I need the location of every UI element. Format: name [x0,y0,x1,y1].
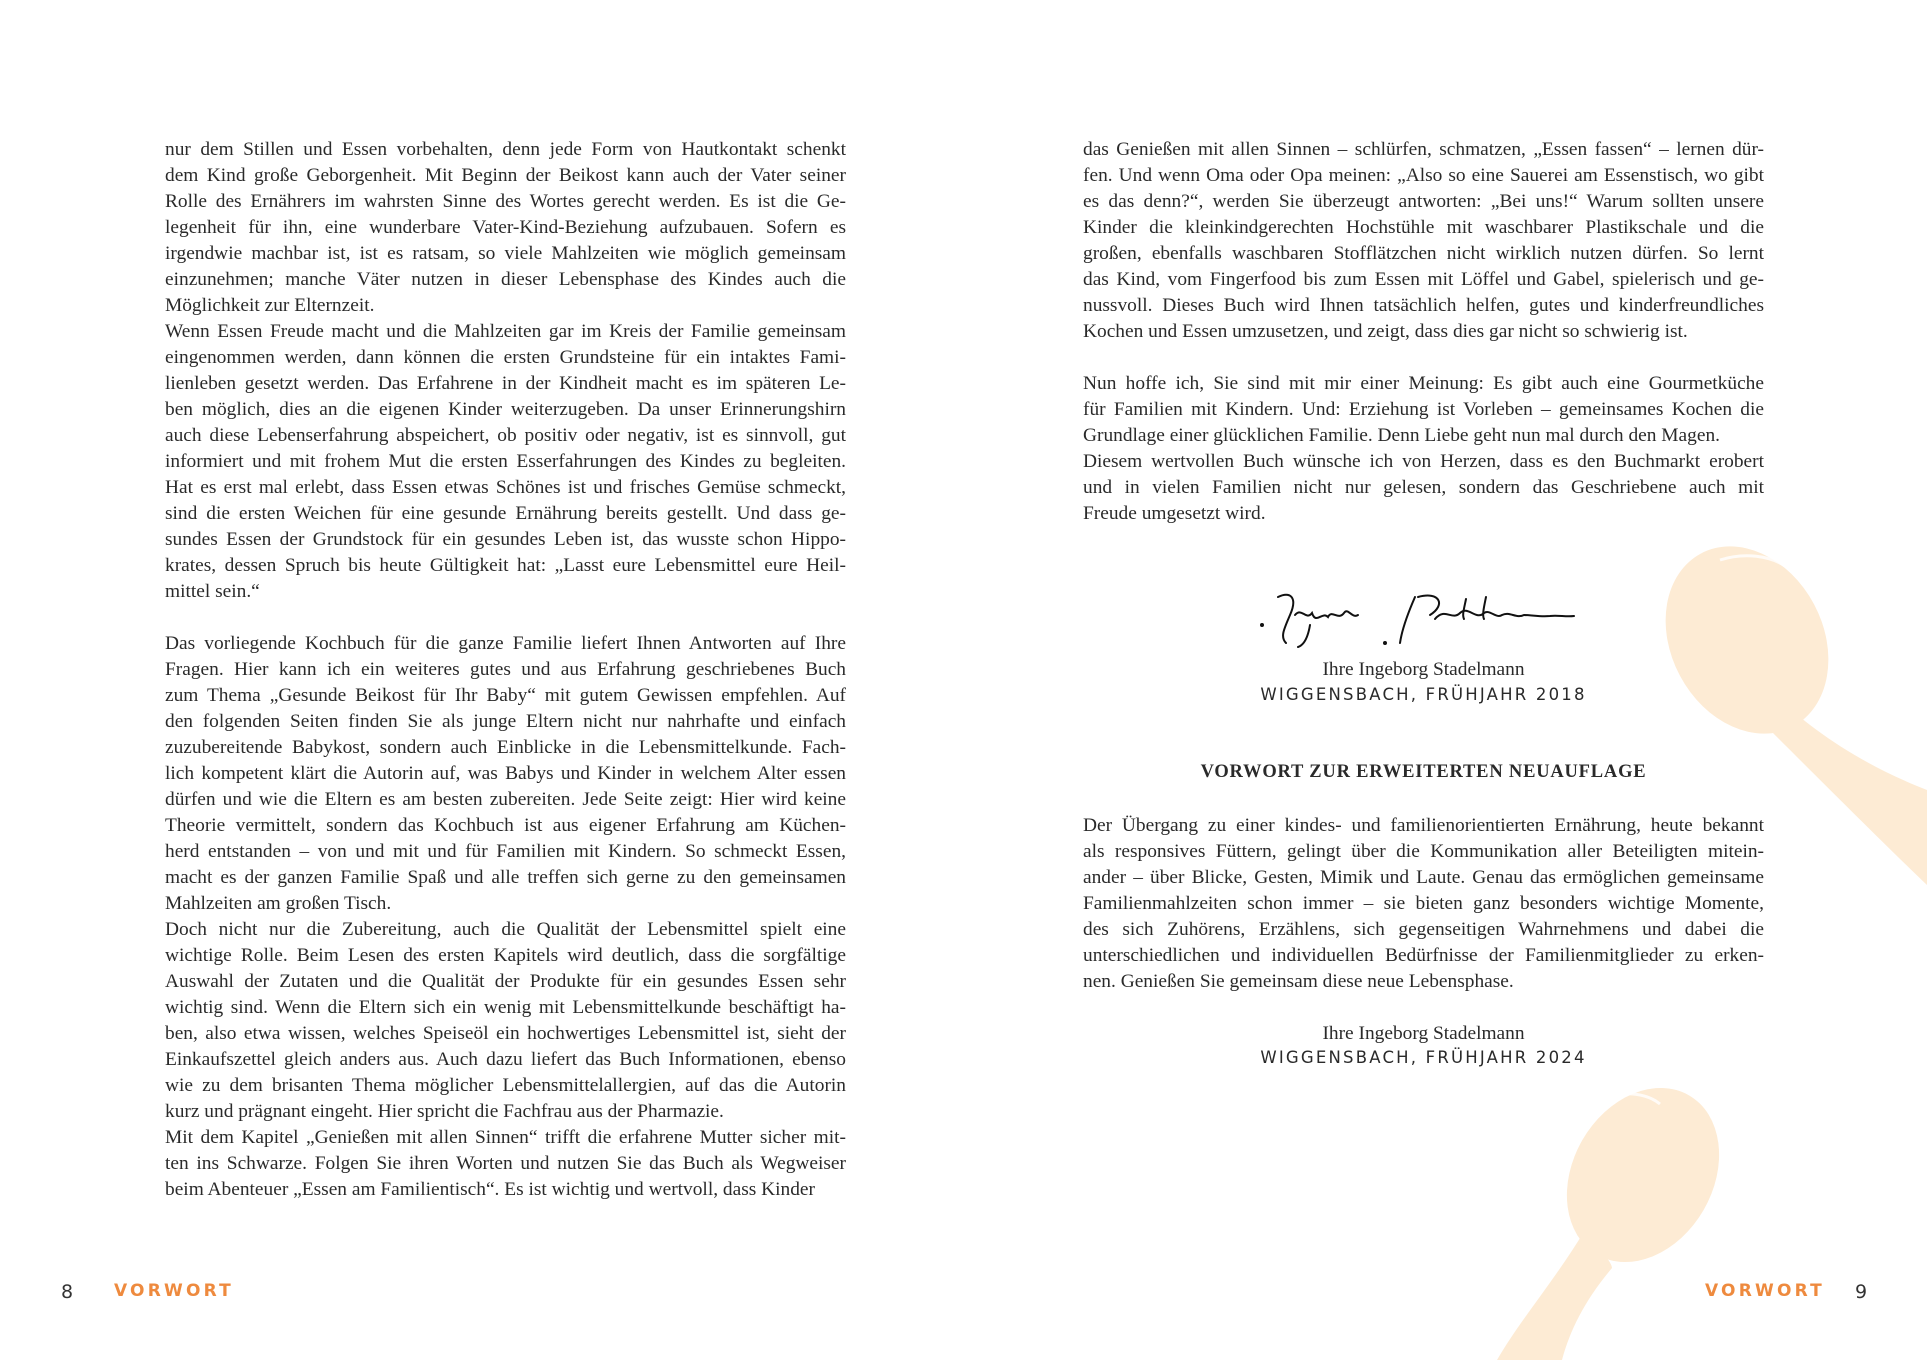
page-number-left: 8 [61,1281,74,1303]
text-line: Einkaufszettel gleich anders aus. Auch dazu liefert das Buch Informationen, ebenso [165,1049,846,1070]
text-line: sind die ersten Weichen für eine gesunde Ernährung bereits gestellt. Und dass ge- [165,503,846,524]
text-line: Mit dem Kapitel „Genießen mit allen Sinnen“ trifft die erfahrene Mutter sicher mit- [165,1127,846,1148]
paragraph [1083,137,1764,345]
text-line: für Familien mit Kindern. Und: Erziehung ist Vorleben – gemeinsames Kochen die [1083,399,1764,420]
closing-name: Ihre Ingeborg Stadelmann [1322,659,1525,680]
text-line: macht es der ganzen Familie Spaß und alle treffen sich gerne zu den gemeinsamen [165,867,846,888]
text-line: Kinder die kleinkindgerechten Hochstühle mit waschbarer Plastikschale und die [1083,217,1764,238]
text-line: ben, also etwa wissen, welches Speiseöl ein hochwertiges Lebensmittel ist, sieht der [165,1023,846,1044]
paragraph [165,137,846,319]
text-line: informiert und mit frohem Mut die ersten Esserfahrungen des Kindes zu begleiten. [165,451,846,472]
text-line: legenheit für ihn, eine wunderbare Vater-Kind-Beziehung aufzubauen. Sofern es [165,217,846,238]
text-line: Das vorliegende Kochbuch für die ganze Familie liefert Ihnen Antworten auf Ihre [165,633,846,654]
text-line: mittel sein.“ [165,581,260,602]
text-line: wichtig sind. Wenn die Eltern sich ein wenig mit Lebensmittelkunde beschäftigt ha- [165,997,846,1018]
text-line: herd entstanden – von und mit und für Familien mit Kindern. So schmeckt Essen, [165,841,846,862]
paragraph [165,631,846,917]
text-line: den folgenden Seiten finden Sie als junge Eltern nicht nur nahrhafte und einfach [165,711,846,732]
text-line: zuzubereitende Babykost, sondern auch Einblicke in die Lebensmittelkunde. Fach- [165,737,846,758]
text-line: Nun hoffe ich, Sie sind mit mir einer Meinung: Es gibt auch eine Gourmetküche [1083,373,1764,394]
paragraph [165,917,846,1125]
text-line: Doch nicht nur die Zubereitung, auch die Qualität der Lebensmittel spielt eine [165,919,846,940]
text-line: krates, dessen Spruch bis heute Gültigkeit hat: „Lasst eure Lebensmittel eure Heil- [165,555,846,576]
text-line: ander – über Blicke, Gesten, Mimik und Laute. Genau das ermöglichen gemeinsame [1083,867,1764,888]
page-number-right: 9 [1855,1281,1868,1303]
paragraph-spacer [165,605,846,631]
text-line: Rolle des Ernährers im wahrsten Sinne des Wortes gerecht werden. Es ist die Ge- [165,191,846,212]
spoon-icon [1497,1060,1750,1360]
text-line: Möglichkeit zur Elternzeit. [165,295,375,316]
text-line: des sich Zuhörens, Erzählens, sich gegenseitigen Wahrnehmens und dabei die [1083,919,1764,940]
signature-image [1240,585,1610,655]
running-head-left: VORWORT [114,1281,234,1301]
text-line: unterschiedlichen und individuellen Bedürfnisse der Familienmitglieder zu erken- [1083,945,1764,966]
text-line: nen. Genießen Sie gemeinsam diese neue Lebensphase. [1083,971,1514,992]
text-line: dürfen und wie die Eltern es am besten zubereiten. Jede Seite zeigt: Hier wird keine [165,789,846,810]
text-line: zum Thema „Gesunde Beikost für Ihr Baby“ mit gutem Gewissen empfehlen. Auf [165,685,846,706]
text-line: Familienmahlzeiten schon immer – sie bieten ganz besonders wichtige Momente, [1083,893,1764,914]
paragraph [165,319,846,605]
text-line: fen. Und wenn Oma oder Opa meinen: „Also so eine Sauerei am Essenstisch, wo gibt [1083,165,1764,186]
text-line: auch diese Lebenserfahrung abspeichert, ob positiv oder negativ, ist es sinnvoll, gut [165,425,846,446]
text-line: ten ins Schwarze. Folgen Sie ihren Worten und nutzen Sie das Buch als Wegweiser [165,1153,846,1174]
text-line: Auswahl der Zutaten und die Qualität der Produkte für ein gesundes Essen sehr [165,971,846,992]
text-line: Der Übergang zu einer kindes- und familienorientierten Ernährung, heute bekannt [1083,815,1764,836]
text-line: Grundlage einer glücklichen Familie. Denn Liebe geht nun mal durch den Magen. [1083,425,1720,446]
text-line: beim Abenteuer „Essen am Familientisch“. Es ist wichtig und wertvoll, dass Kinder [165,1179,815,1200]
text-line: einzunehmen; manche Väter nutzen in dieser Lebensphase des Kindes auch die [165,269,846,290]
text-line: nussvoll. Dieses Buch wird Ihnen tatsächlich helfen, gutes und kinderfreundliches [1083,295,1764,316]
paragraph [1083,371,1764,449]
right-page-text [1083,137,1764,527]
text-line: sundes Essen der Grundstock für ein gesundes Leben ist, das wusste schon Hippo- [165,529,846,550]
text-line: nur dem Stillen und Essen vorbehalten, denn jede Form von Hautkontakt schenkt [165,139,846,160]
paragraph-spacer [1083,345,1764,371]
text-line: Mahlzeiten am großen Tisch. [165,893,392,914]
text-line: eingenommen werden, dann können die ersten Grundsteine für ein intaktes Fami- [165,347,846,368]
running-head-right: VORWORT [1705,1281,1825,1301]
text-line: kurz und prägnant eingeht. Hier spricht die Fachfrau aus der Pharmazie. [165,1101,724,1122]
text-line: wichtige Rolle. Beim Lesen des ersten Kapitels wird deutlich, dass die sorgfältige [165,945,846,966]
text-line: großen, ebenfalls waschbaren Stofflätzchen nicht wirklich nutzen dürfen. So lernt [1083,243,1764,264]
paragraph [165,1125,846,1203]
text-line: als responsives Füttern, gelingt über die Kommunikation aller Beteiligten mitein- [1083,841,1764,862]
text-line: und in vielen Familien nicht nur gelesen, sondern das Geschriebene auch mit [1083,477,1764,498]
text-line: lienleben gesetzt werden. Das Erfahrene in der Kindheit macht es im späteren Le- [165,373,846,394]
text-line: Diesem wertvollen Buch wünsche ich von Herzen, dass es den Buchmarkt erobert [1083,451,1764,472]
text-line: es das denn?“, werden Sie überzeugt antworten: „Bei uns!“ Warum sollten unsere [1083,191,1764,212]
text-line: irgendwie machbar ist, ist es ratsam, so viele Mahlzeiten wie möglich gemeinsam [165,243,846,264]
section-paragraph [1083,813,1764,995]
text-line: Wenn Essen Freude macht und die Mahlzeiten gar im Kreis der Familie gemeinsam [165,321,846,342]
text-line: Hat es erst mal erlebt, dass Essen etwas Schönes ist und frisches Gemüse schmeckt, [165,477,846,498]
section-heading: VORWORT ZUR ERWEITERTEN NEUAUFLAGE [1200,762,1647,782]
text-line: wie zu dem brisanten Thema möglicher Lebensmittelallergien, auf das die Autorin [165,1075,846,1096]
closing-place-date: WIGGENSBACH, FRÜHJAHR 2018 [1260,685,1587,704]
text-line: Fragen. Hier kann ich ein weiteres gutes und aus Erfahrung geschriebenes Buch [165,659,846,680]
text-line: ben möglich, dies an die eigenen Kinder weiterzugeben. Da unser Erinnerungshirn [165,399,846,420]
closing-place-date: WIGGENSBACH, FRÜHJAHR 2024 [1260,1048,1587,1067]
text-line: Freude umgesetzt wird. [1083,503,1266,524]
text-line: Kochen und Essen umzusetzen, und zeigt, dass dies gar nicht so schwierig ist. [1083,321,1688,342]
paragraph [1083,449,1764,527]
text-line: das Genießen mit allen Sinnen – schlürfen, schmatzen, „Essen fassen“ – lernen dür- [1083,139,1764,160]
text-line: dem Kind große Geborgenheit. Mit Beginn der Beikost kann auch der Vater seiner [165,165,846,186]
closing-name: Ihre Ingeborg Stadelmann [1322,1023,1525,1044]
text-line: lich kompetent klärt die Autorin auf, was Babys und Kinder in welchem Alter essen [165,763,846,784]
text-line: das Kind, vom Fingerfood bis zum Essen mit Löffel und Gabel, spielerisch und ge- [1083,269,1764,290]
left-page-text [165,137,846,1203]
text-line: Theorie vermittelt, sondern das Kochbuch ist aus eigener Erfahrung am Küchen- [165,815,846,836]
